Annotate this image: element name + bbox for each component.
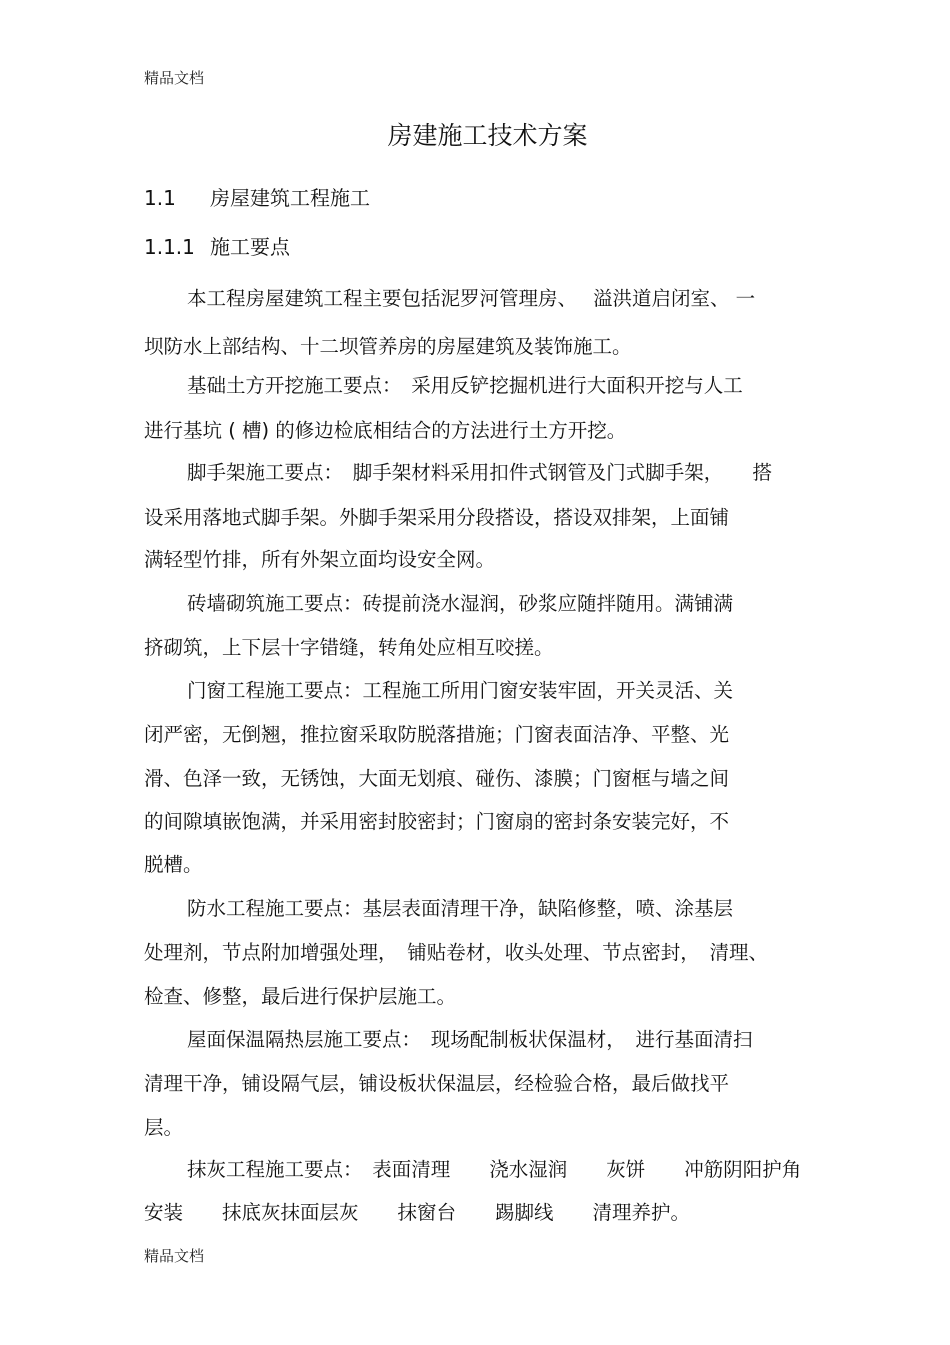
document-title: 房建施工技术方案	[387, 121, 588, 150]
body-line: 本工程房屋建筑工程主要包括泥罗河管理房、 溢洪道启闭室、 一	[187, 287, 756, 310]
body-line: 门窗工程施工要点：工程施工所用门窗安装牢固，开关灵活、关	[187, 679, 734, 702]
subsection-heading	[144, 233, 290, 261]
section-number: 1.1	[144, 186, 176, 210]
section-title: 房屋建筑工程施工	[210, 186, 370, 210]
subsection-number: 1.1.1	[144, 235, 195, 259]
body-line: 屋面保温隔热层施工要点： 现场配制板状保温材， 进行基面清扫	[187, 1028, 753, 1051]
body-line: 处理剂，节点附加增强处理， 铺贴卷材，收头处理、节点密封， 清理、	[144, 941, 769, 964]
body-line: 挤砌筑，上下层十字错缝，转角处应相互咬搓。	[144, 636, 554, 659]
body-line: 脚手架施工要点： 脚手架材料采用扣件式钢管及门式脚手架， 搭	[187, 461, 773, 484]
body-line: 防水工程施工要点：基层表面清理干净，缺陷修整，喷、涂基层	[187, 897, 734, 920]
body-line: 清理干净，铺设隔气层，铺设板状保温层，经检验合格，最后做找平	[144, 1072, 730, 1095]
body-line: 抹灰工程施工要点： 表面清理 浇水湿润 灰饼 冲筋阴阳护角	[187, 1158, 802, 1181]
body-line: 的间隙填嵌饱满，并采用密封胶密封；门窗扇的密封条安装完好，不	[144, 810, 730, 833]
body-line: 砖墙砌筑施工要点：砖提前浇水湿润，砂浆应随拌随用。满铺满	[187, 592, 734, 615]
body-line: 安装 抹底灰抹面层灰 抹窗台 踢脚线 清理养护。	[144, 1201, 691, 1224]
body-line: 设采用落地式脚手架。外脚手架采用分段搭设，搭设双排架，上面铺	[144, 506, 730, 529]
body-line: 检查、修整，最后进行保护层施工。	[144, 985, 457, 1008]
body-line: 滑、色泽一致，无锈蚀，大面无划痕、碰伤、漆膜；门窗框与墙之间	[144, 767, 730, 790]
body-line: 进行基坑 ( 槽) 的修边检底相结合的方法进行土方开挖。	[144, 419, 627, 442]
subsection-title: 施工要点	[210, 235, 290, 259]
body-line: 脱槽。	[144, 853, 203, 876]
body-line: 基础土方开挖施工要点： 采用反铲挖掘机进行大面积开挖与人工	[187, 374, 743, 397]
page-footer: 精品文档	[144, 1247, 205, 1265]
section-heading	[144, 184, 370, 212]
body-line: 闭严密，无倒翘，推拉窗采取防脱落措施；门窗表面洁净、平整、光	[144, 723, 730, 746]
body-line: 满轻型竹排，所有外架立面均设安全网。	[144, 548, 496, 571]
body-line: 层。	[144, 1116, 184, 1139]
body-line: 坝防水上部结构、十二坝管养房的房屋建筑及装饰施工。	[144, 335, 632, 358]
page-header: 精品文档	[144, 69, 205, 87]
